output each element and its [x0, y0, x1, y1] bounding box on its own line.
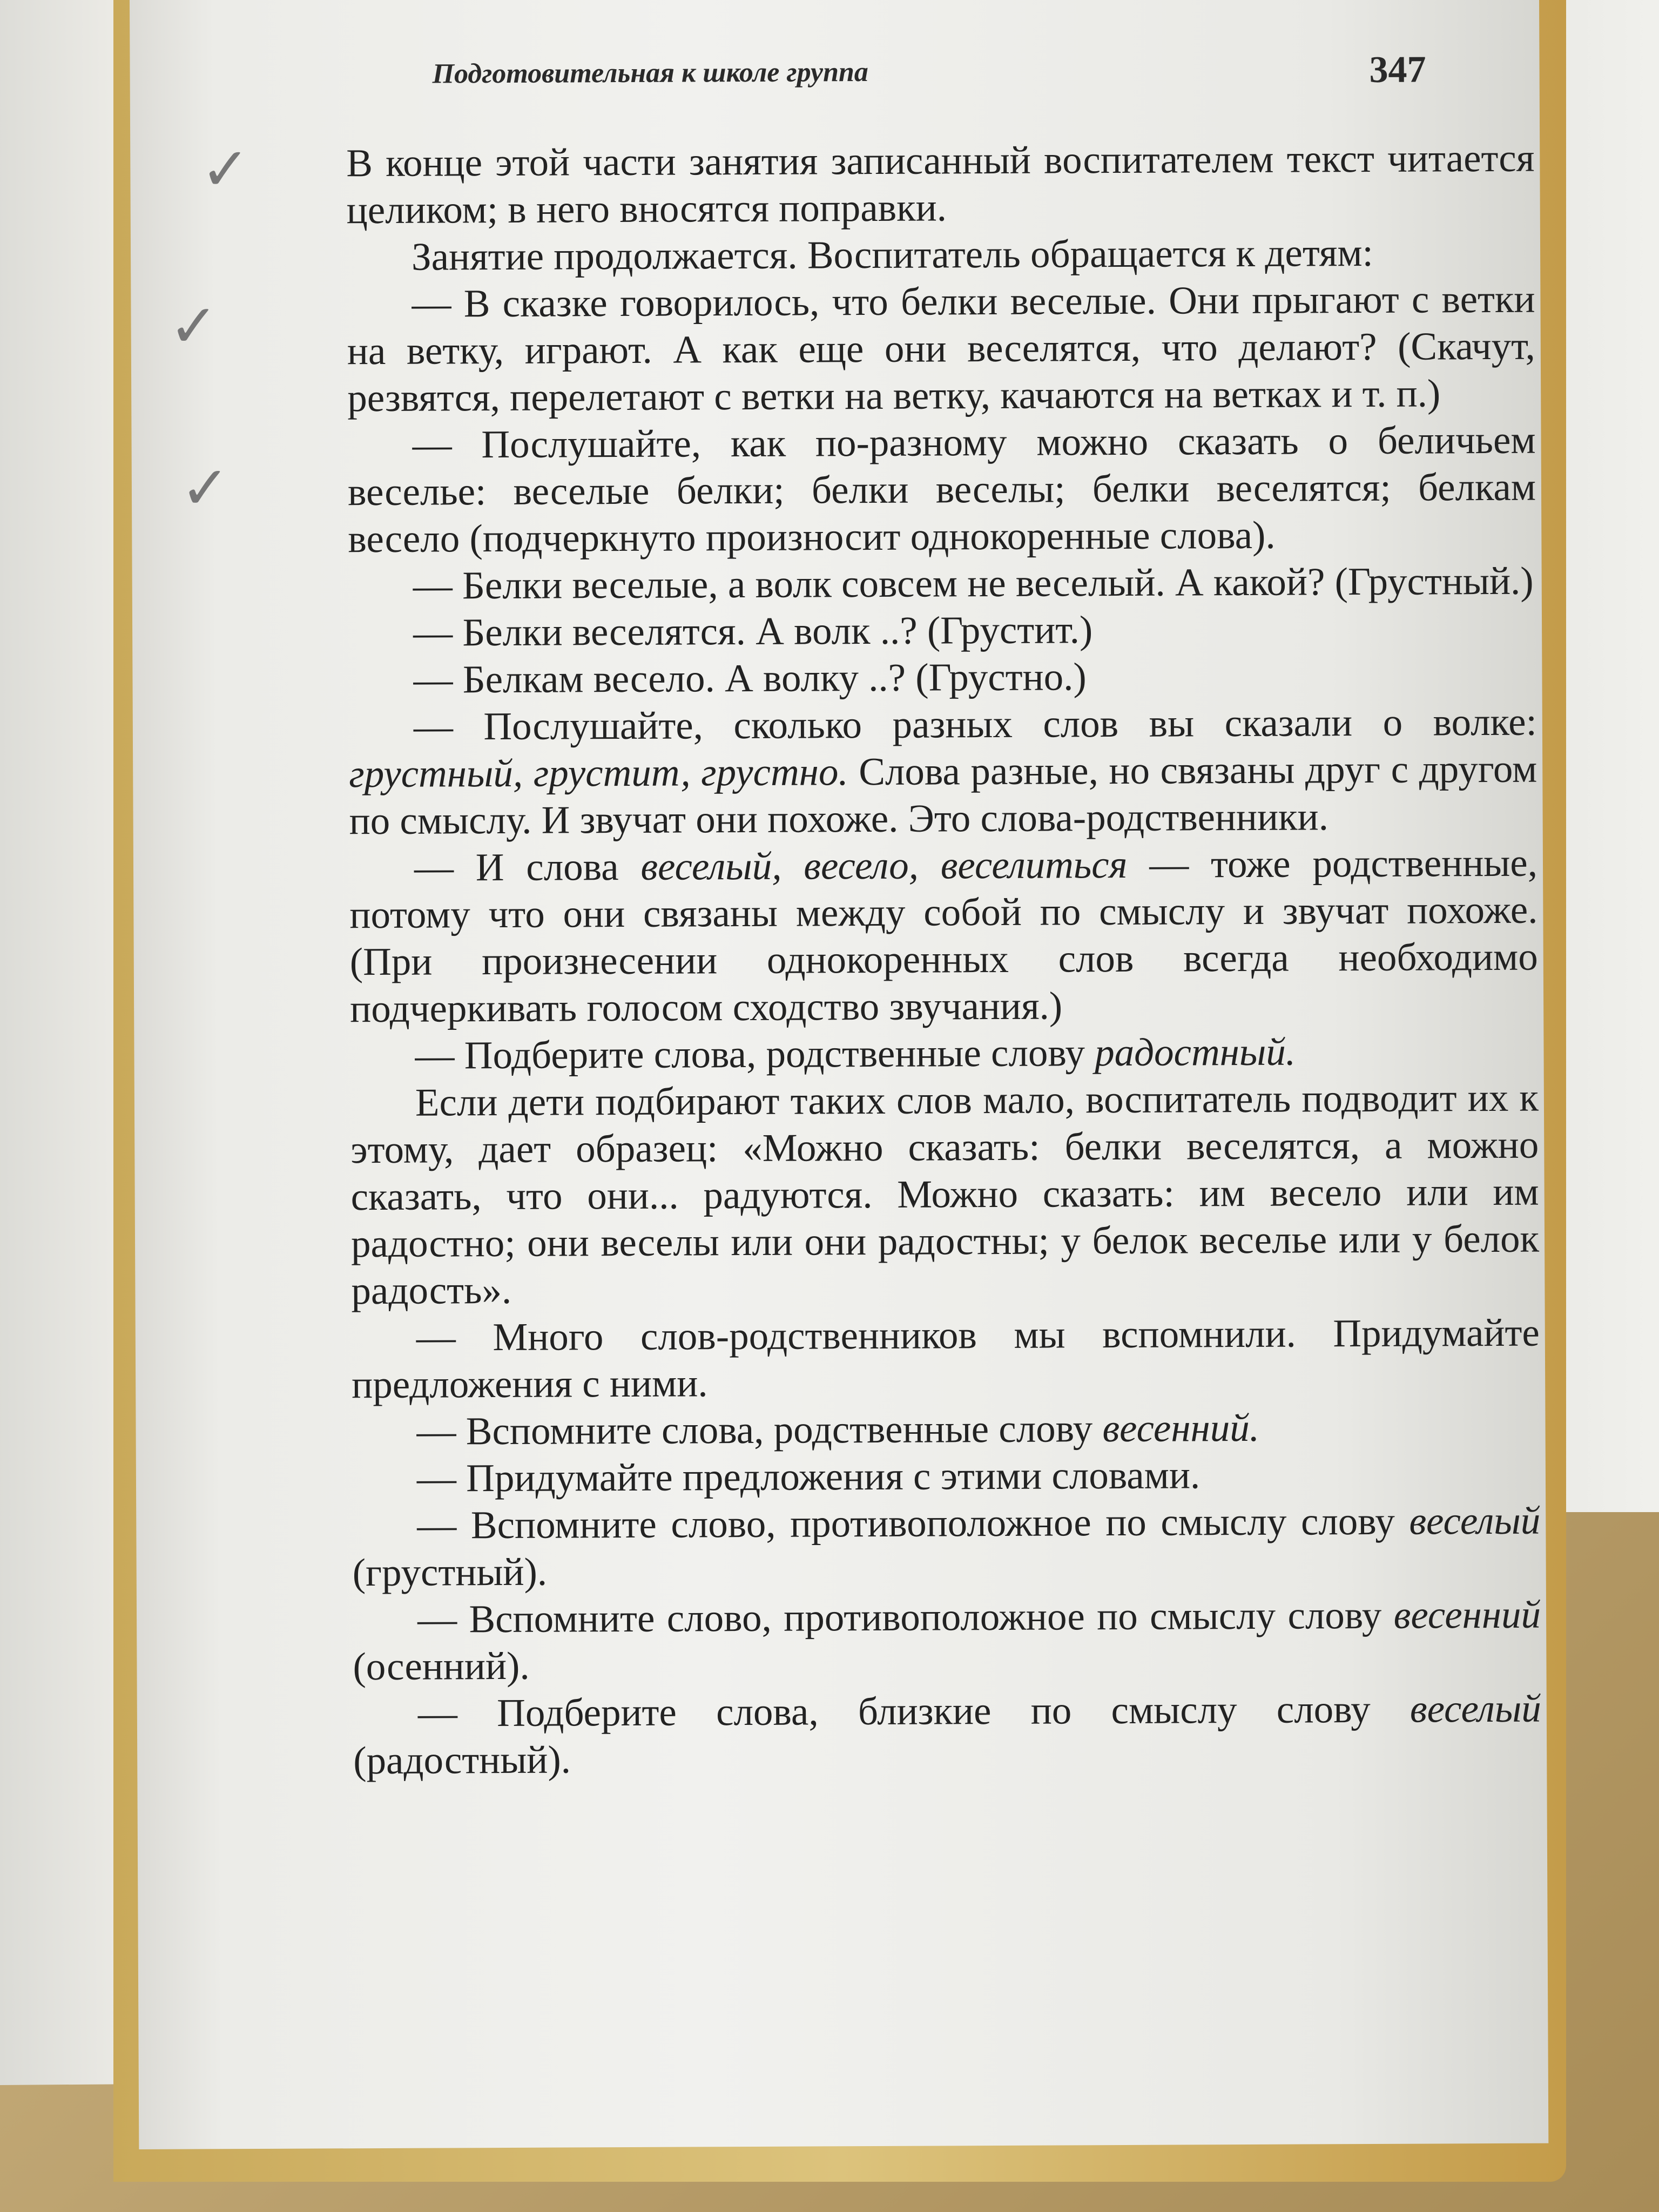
- paragraph: [347, 228, 1535, 281]
- running-title: Подготовительная к школе группа: [432, 57, 869, 90]
- pencil-checkmark-icon: ✓: [168, 291, 219, 361]
- text-run: В конце этой части занятия записанный воспитателем текст читается целиком; в него вносятся поправки.: [346, 136, 1535, 232]
- paragraph: [347, 416, 1536, 563]
- paragraph: [352, 1403, 1540, 1455]
- text-run: — Белкам весело. А волку ..? (Грустно.): [413, 655, 1087, 702]
- text-run: — Белки веселятся. А волк ..? (Грустит.): [413, 608, 1093, 655]
- text-run: — Послушайте, сколько разных слов вы сказали о волке:: [413, 699, 1537, 748]
- page-number: 347: [1369, 49, 1426, 91]
- paragraph: [348, 604, 1536, 657]
- text-run: — Вспомните слова, родственные слову: [416, 1406, 1103, 1453]
- text-run: (осенний).: [353, 1643, 530, 1689]
- text-run: Занятие продолжается. Воспитатель обращается к детям:: [411, 230, 1374, 279]
- paragraph: [347, 275, 1535, 422]
- paragraph: [348, 557, 1536, 610]
- paragraph: [346, 134, 1535, 234]
- text-run: — Подберите слова, близкие по смыслу слову: [417, 1687, 1411, 1735]
- italic-term: веселый: [1409, 1498, 1541, 1543]
- text-run: (радостный).: [353, 1737, 571, 1783]
- text-run: — Вспомните слово, противоположное по смыслу слову: [417, 1499, 1410, 1547]
- text-run: — Послушайте, как по-разному можно сказать о беличьем веселье: веселые белки; белки веселы; белки веселятся; белкам весело (подчеркнуто произносит однокоренные слова).: [347, 417, 1536, 561]
- italic-term: весенний.: [1102, 1405, 1260, 1451]
- pencil-checkmark-icon: ✓: [180, 453, 231, 523]
- paragraph: [353, 1591, 1541, 1690]
- text-run: — В сказке говорилось, что белки веселые. Они прыгают с ветки на ветку, играют. А как еще они веселятся, что делают? (Скачут, резвятся, перелетают с ветки на ветку, качаются на ветках и т. п.): [347, 276, 1535, 420]
- text-run: — Вспомните слово, противоположное по смыслу слову: [417, 1593, 1394, 1641]
- text-run: (грустный).: [352, 1549, 548, 1595]
- text-run: Если дети подбирают таких слов мало, воспитатель подводит их к этому, дает образец: «Можно сказать: белки веселятся, а можно сказать, что они... радуются. Можно сказать: им весело или им радостно; они веселы или они радостны; у белок веселье или у белок радость».: [350, 1075, 1540, 1313]
- text-run: — Белки веселые, а волк совсем не веселый. А какой? (Грустный.): [413, 558, 1534, 608]
- pencil-checkmark-icon: ✓: [200, 134, 251, 204]
- paragraph: [352, 1450, 1540, 1502]
- text-run: — И слова: [414, 844, 641, 889]
- text-run: Слова разные, но связаны друг с другом по смыслу. И звучат они похоже. Это слова-родственники.: [349, 746, 1537, 843]
- page-header: [432, 49, 1426, 107]
- paragraph: [349, 839, 1538, 1033]
- paragraph: [348, 651, 1536, 704]
- italic-term: веселый: [1410, 1686, 1542, 1731]
- text-run: — Много слов-родственников мы вспомнили. Придумайте предложения с ними.: [352, 1310, 1540, 1407]
- paragraph: [352, 1309, 1540, 1408]
- paragraph: [352, 1497, 1541, 1596]
- paragraph: [350, 1074, 1540, 1314]
- paragraph: [349, 698, 1537, 845]
- paragraph: [353, 1685, 1542, 1784]
- italic-term: веселый, весело, веселиться: [640, 842, 1128, 888]
- text-run: — Придумайте предложения с этими словами.: [416, 1453, 1201, 1500]
- body-text: [346, 134, 1542, 1965]
- italic-term: грустный, грустит, грустно.: [349, 750, 848, 796]
- book-page: [130, 0, 1548, 2149]
- text-run: — тоже родственные, потому что они связаны между собой по смыслу и звучат похоже. (При произнесении однокоренных слов всегда необходимо подчеркивать голосом сходство звучания.): [349, 840, 1538, 1031]
- italic-term: радостный.: [1094, 1029, 1296, 1075]
- paragraph: [350, 1027, 1538, 1080]
- italic-term: весенний: [1393, 1592, 1541, 1637]
- text-run: — Подберите слова, родственные слову: [415, 1030, 1095, 1077]
